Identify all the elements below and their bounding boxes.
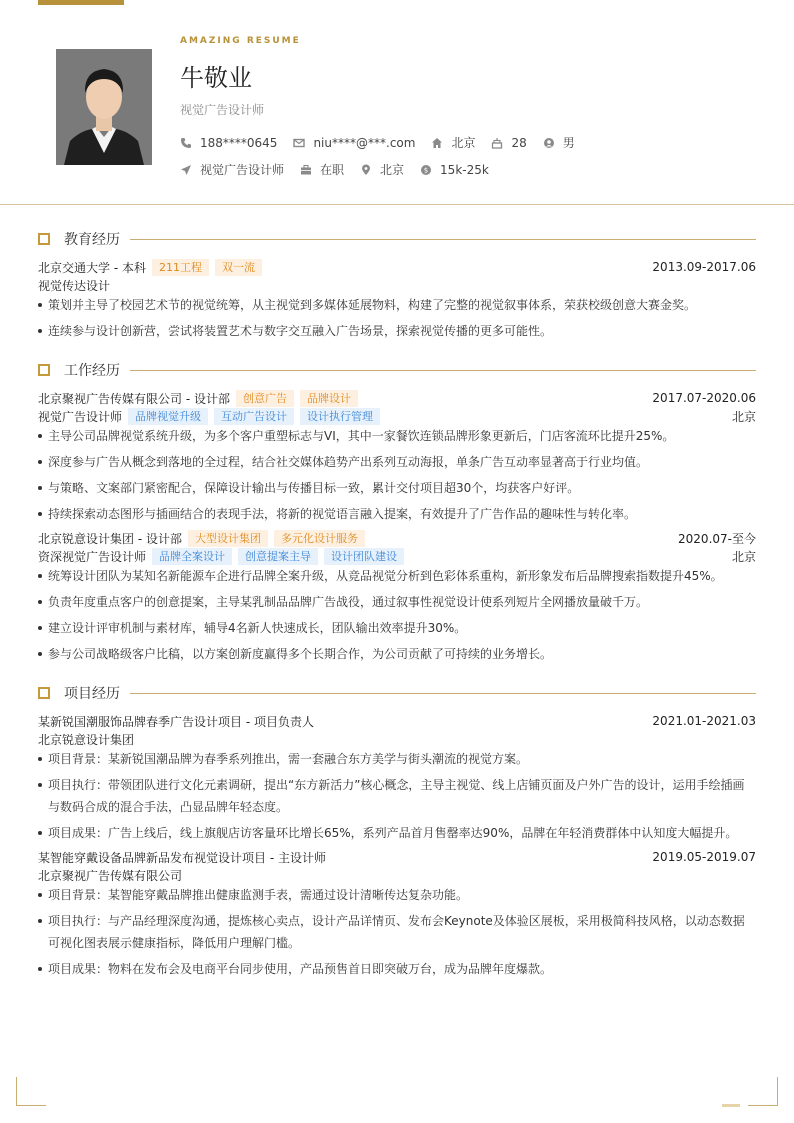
work-bullet: 参与公司战略级客户比稿，以方案创新度赢得多个长期合作，为公司贡献了可持续的业务增长。 bbox=[38, 643, 756, 665]
project-bullet: 项目执行：与产品经理深度沟通，提炼核心卖点，设计产品详情页、发布会Keynote及体验区展板，采用极简科技风格，以动态数据可视化图表展示健康指标，降低用户理解门槛。 bbox=[38, 910, 756, 954]
work-bullet: 持续探索动态图形与插画结合的表现手法，将新的视觉语言融入提案，有效提升了广告作品的趣味性与转化率。 bbox=[38, 503, 756, 525]
project-bullet: 项目成果：广告上线后，线上旗舰店访客量环比增长65%，系列产品首月售罄率达90%，品牌在年轻消费群体中认知度大幅提升。 bbox=[38, 822, 756, 844]
age-item bbox=[491, 136, 526, 150]
intended-city-text: 北京 bbox=[380, 163, 405, 177]
role-tag: 互动广告设计 bbox=[214, 408, 294, 425]
school-tag: 211工程 bbox=[152, 259, 209, 276]
intended-city-item bbox=[360, 161, 404, 178]
gender-icon bbox=[543, 137, 555, 149]
salary-item bbox=[420, 163, 489, 177]
section-square-icon bbox=[38, 687, 50, 699]
cake-icon bbox=[491, 137, 503, 149]
work-date: 2020.07-至今 bbox=[678, 531, 756, 546]
company-tag: 大型设计集团 bbox=[188, 530, 268, 547]
education-date: 2013.09-2017.06 bbox=[652, 260, 756, 274]
work-role-row bbox=[38, 407, 756, 425]
role-name: 资深视觉广告设计师 bbox=[38, 549, 147, 564]
company-tag: 创意广告 bbox=[236, 390, 294, 407]
project-date: 2019.05-2019.07 bbox=[652, 850, 756, 864]
work-company-row bbox=[38, 529, 756, 547]
resume-tagline: AMAZING RESUME bbox=[180, 36, 301, 46]
avatar bbox=[56, 49, 152, 165]
work-city: 北京 bbox=[731, 409, 756, 424]
education-bullet: 连续参与设计创新营，尝试将装置艺术与数字交互融入广告场景，探索视觉传播的更多可能性。 bbox=[38, 320, 756, 342]
project-title-row bbox=[38, 848, 756, 866]
education-bullet: 策划并主导了校园艺术节的视觉统筹，从主视觉到多媒体延展物料，构建了完整的视觉叙事体系，荣获校级创意大赛金奖。 bbox=[38, 294, 756, 316]
work-bullet: 统筹设计团队为某知名新能源车企进行品牌全案升级，从竞品视觉分析到色彩体系重构，新形象发布后品牌搜索指数提升45%。 bbox=[38, 565, 756, 587]
role-name: 视觉广告设计师 bbox=[38, 409, 123, 424]
work-company-row bbox=[38, 389, 756, 407]
phone-icon bbox=[180, 137, 192, 149]
briefcase-icon bbox=[300, 164, 312, 176]
section-divider bbox=[130, 693, 756, 694]
gender-text: 男 bbox=[562, 136, 575, 150]
money-icon bbox=[420, 164, 432, 176]
intended-position-item bbox=[180, 161, 284, 178]
major-name: 视觉传达设计 bbox=[38, 278, 111, 293]
svg-text:$: $ bbox=[423, 166, 429, 175]
education-section-title: 教育经历 bbox=[64, 232, 120, 248]
work-bullet: 负责年度重点客户的创意提案，主导某乳制品品牌广告战役，通过叙事性视觉设计使系列短片全网播放量破千万。 bbox=[38, 591, 756, 613]
work-role-row bbox=[38, 547, 756, 565]
job-status-text: 在职 bbox=[320, 163, 345, 177]
location-pin-icon bbox=[360, 164, 372, 176]
project-name: 某新锐国潮服饰品牌春季广告设计项目 - 项目负责人 bbox=[38, 714, 314, 729]
work-city: 北京 bbox=[731, 549, 756, 564]
work-bullet: 建立设计评审机制与素材库，辅导4名新人快速成长，团队输出效率提升30%。 bbox=[38, 617, 756, 639]
section-divider bbox=[130, 370, 756, 371]
project-title-row bbox=[38, 712, 756, 730]
company-tag: 品牌设计 bbox=[300, 390, 358, 407]
email-item bbox=[293, 136, 415, 150]
hometown-item bbox=[431, 134, 475, 151]
send-icon bbox=[180, 164, 192, 176]
projects-section-title: 项目经历 bbox=[64, 686, 120, 702]
section-square-icon bbox=[38, 233, 50, 245]
role-tag: 品牌视觉升级 bbox=[128, 408, 208, 425]
work-bullet: 主导公司品牌视觉系统升级，为多个客户重塑标志与VI，其中一家餐饮连锁品牌形象更新后，门店客流环比提升25%。 bbox=[38, 425, 756, 447]
work-bullet: 深度参与广告从概念到落地的全过程，结合社交媒体趋势产出系列互动海报，单条广告互动率显著高于行业均值。 bbox=[38, 451, 756, 473]
work-section-title: 工作经历 bbox=[64, 363, 120, 379]
page-corner-dash bbox=[722, 1104, 740, 1107]
work-section-header bbox=[38, 360, 756, 380]
project-bullet: 项目成果：物料在发布会及电商平台同步使用，产品预售首日即突破万台，成为品牌年度爆款。 bbox=[38, 958, 756, 980]
projects-section-header bbox=[38, 683, 756, 703]
candidate-title: 视觉广告设计师 bbox=[180, 103, 265, 117]
project-org: 北京聚视广告传媒有限公司 bbox=[38, 868, 183, 883]
page-corner-decoration bbox=[16, 1077, 46, 1106]
section-square-icon bbox=[38, 364, 50, 376]
home-icon bbox=[431, 137, 443, 149]
phone-item bbox=[180, 136, 277, 150]
candidate-name: 牛敬业 bbox=[180, 64, 252, 92]
project-bullet: 项目执行：带领团队进行文化元素调研，提出“东方新活力”核心概念，主导主视觉、线上店铺页面及户外广告的设计，运用手绘插画与数码合成的混合手法，凸显品牌年轻态度。 bbox=[38, 774, 756, 818]
project-bullet: 项目背景：某新锐国潮品牌为春季系列推出，需一套融合东方美学与街头潮流的视觉方案。 bbox=[38, 748, 756, 770]
school-tag: 双一流 bbox=[215, 259, 262, 276]
company-name: 北京锐意设计集团 - 设计部 bbox=[38, 531, 182, 546]
school-name: 北京交通大学 - 本科 bbox=[38, 260, 146, 275]
section-divider bbox=[130, 239, 756, 240]
education-school-row bbox=[38, 258, 756, 276]
hometown-text: 北京 bbox=[451, 136, 476, 150]
job-intent-row bbox=[180, 161, 505, 178]
contact-info-row bbox=[180, 134, 591, 151]
work-date: 2017.07-2020.06 bbox=[652, 391, 756, 405]
project-org-row bbox=[38, 730, 756, 748]
role-tag: 设计团队建设 bbox=[324, 548, 404, 565]
email-text: niu****@***.com bbox=[313, 135, 416, 150]
salary-text: 15k-25k bbox=[440, 162, 489, 177]
project-bullet: 项目背景：某智能穿戴品牌推出健康监测手表，需通过设计清晰传达复杂功能。 bbox=[38, 884, 756, 906]
gender-item bbox=[543, 134, 575, 151]
page-corner-decoration bbox=[748, 1077, 778, 1106]
intended-position-text: 视觉广告设计师 bbox=[200, 163, 285, 177]
mail-icon bbox=[293, 137, 305, 149]
age-text: 28 bbox=[511, 135, 527, 150]
project-name: 某智能穿戴设备品牌新品发布视觉设计项目 - 主设计师 bbox=[38, 850, 326, 865]
role-tag: 创意提案主导 bbox=[238, 548, 318, 565]
education-section-header bbox=[38, 229, 756, 249]
company-tag: 多元化设计服务 bbox=[274, 530, 365, 547]
project-date: 2021.01-2021.03 bbox=[652, 714, 756, 728]
company-name: 北京聚视广告传媒有限公司 - 设计部 bbox=[38, 391, 230, 406]
work-bullet: 与策略、文案部门紧密配合，保障设计输出与传播目标一致，累计交付项目超30个，均获客户好评。 bbox=[38, 477, 756, 499]
job-status-item bbox=[300, 161, 344, 178]
education-major-row bbox=[38, 276, 756, 294]
role-tag: 品牌全案设计 bbox=[152, 548, 232, 565]
phone-text: 188****0645 bbox=[200, 135, 278, 150]
resume-header bbox=[0, 0, 794, 205]
project-org: 北京锐意设计集团 bbox=[38, 732, 135, 747]
project-org-row bbox=[38, 866, 756, 884]
role-tag: 设计执行管理 bbox=[300, 408, 380, 425]
